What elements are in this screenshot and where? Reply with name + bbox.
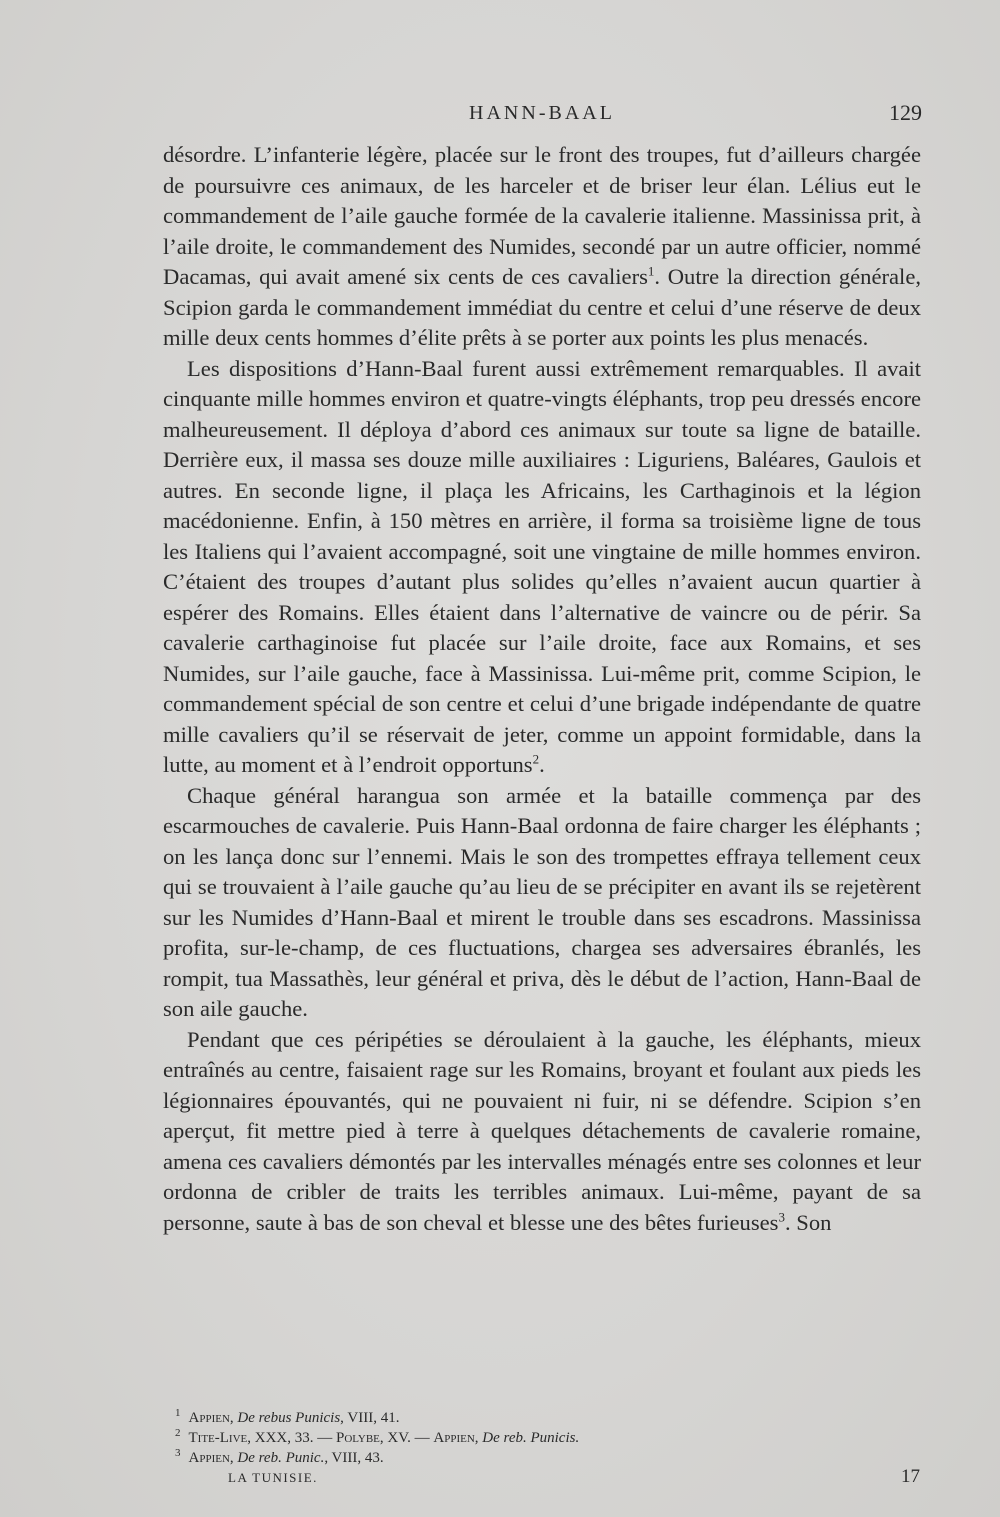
body-text (163, 140, 921, 1238)
footnote-reference-2: , XV. — (379, 1430, 434, 1446)
footnote-separator: , (229, 1410, 238, 1426)
page-footer (228, 1466, 920, 1494)
footnote-number: 3 (175, 1447, 181, 1459)
page-number: 129 (889, 100, 922, 125)
footnote-3 (175, 1448, 775, 1468)
footnote-1 (175, 1408, 775, 1428)
footnote-author: Tite-Live (188, 1430, 248, 1446)
footnote-reference: , VIII, 43. (324, 1450, 384, 1466)
paragraph-1-text-a: désordre. L’infanterie légère, placée sur le front des troupes, fut d’ailleurs chargée de poursuivre ces animaux, de les harceler et de briser leur élan. Lélius eut le commandement de l’aile gauche formée de la cavalerie italienne. Massinissa prit, à l’aile droite, le commandement des Numides, secondé par un autre officier, nommé Dacamas, qui avait amené six cents de ces cavaliers (163, 142, 921, 289)
paragraph-4-text-b: . Son (784, 1209, 832, 1235)
footnotes (175, 1408, 775, 1468)
footnote-number: 2 (175, 1427, 181, 1439)
paragraph-2 (163, 354, 921, 781)
paragraph-3: Chaque général harangua son armée et la bataille commença par des escarmouches de cavalerie. Puis Hann-Baal ordonna de faire charger les éléphants ; on les lança donc sur l’ennemi. Mais le son des trompettes effraya tellement ceux qui se trouvaient à l’aile gauche qu’au lieu de se précipiter en avant ils se rejetèrent sur les Numides d’Hann-Baal et mirent le trouble dans ses escadrons. Massinissa profita, sur-le-champ, de ces fluctuations, chargea ses adversaires ébranlés, les rompit, tua Massathès, leur général et priva, dès le début de l’action, Hann-Baal de son aile gauche. (163, 782, 921, 1021)
footnote-work-title: De reb. Punic. (237, 1450, 325, 1466)
footnote-reference: , XXX, 33. — (247, 1430, 336, 1446)
footnote-work-title: De reb. Punicis. (482, 1430, 580, 1446)
footnote-author-3: Appien (433, 1430, 475, 1446)
footnote-ref-2: 2 (532, 751, 540, 767)
paragraph-2-text-a: Les dispositions d’Hann-Baal furent aussi extrêmement remarquables. Il avait cinquante mille hommes environ et quatre-vingts éléphants, trop peu dressés encore malheureusement. Il déploya d’abord ces animaux sur toute sa ligne de bataille. Derrière eux, il massa ses douze mille auxiliaires : Liguriens, Baléares, Gaulois et autres. En seconde ligne, il plaça les Africains, les Carthaginois et la légion macédonienne. Enfin, à 150 mètres en arrière, il forma sa troisième ligne de tous les Italiens qui l’avaient accompagné, soit une vingtaine de mille hommes environ. C’étaient des troupes d’autant plus solides qu’elles n’avaient aucun quartier à espérer des Romains. Elles étaient dans l’alternative de vaincre ou de périr. Sa cavalerie carthaginoise fut placée sur l’aile droite, face aux Romains, et ses Numides, sur l’aile gauche, face à Massinissa. Lui-même prit, comme Scipion, le commandement spécial de son centre et celui d’une brigade indépendante de quatre mille cavaliers qu’il se réservait de jeter, comme un appoint formidable, dans la lutte, au moment et à l’endroit opportuns (163, 355, 921, 777)
page-header (162, 98, 922, 132)
footnote-author: Appien (188, 1410, 230, 1426)
footnote-ref-3: 3 (778, 1208, 785, 1224)
footnote-author: Appien (188, 1450, 230, 1466)
footnote-reference: , VIII, 41. (340, 1410, 400, 1426)
paragraph-4 (163, 1025, 921, 1239)
footnote-separator: , (229, 1450, 238, 1466)
paragraph-4-text-a: Pendant que ces péripéties se déroulaient à la gauche, les éléphants, mieux entraînés au centre, faisaient rage sur les Romains, broyant et foulant aux pieds les légionnaires épouvantés, qui ne pouvaient ni fuir, ni se défendre. Scipion s’en aperçut, fit mettre pied à terre à quelques détachements de cavalerie romaine, amena ces cavaliers démontés par les intervalles ménagés entre ses colonnes et leur ordonna de cribler de traits les terribles animaux. Lui-même, payant de sa personne, saute à bas de son cheval et blesse une des bêtes furieuses (163, 1026, 921, 1235)
footnote-work-title: De rebus Punicis (237, 1410, 341, 1426)
footnote-separator: , (474, 1430, 483, 1446)
paragraph-1 (163, 140, 921, 354)
running-title: HANN-BAAL (469, 102, 615, 124)
printer-signature: LA TUNISIE. (228, 1470, 318, 1485)
footnote-number: 1 (175, 1407, 181, 1419)
sheet-number: 17 (901, 1466, 920, 1487)
footnote-2 (175, 1428, 775, 1448)
paragraph-2-text-b: . (539, 752, 545, 777)
footnote-ref-1: 1 (647, 263, 655, 279)
paragraph-1-text-b: . Outre la direction générale, Scipion garda le commandement immédiat du centre et celui d’une réserve de deux mille deux cents hommes d’élite prêts à se porter aux points les plus menacés. (163, 264, 921, 350)
footnote-author-2: Polybe (336, 1430, 380, 1446)
